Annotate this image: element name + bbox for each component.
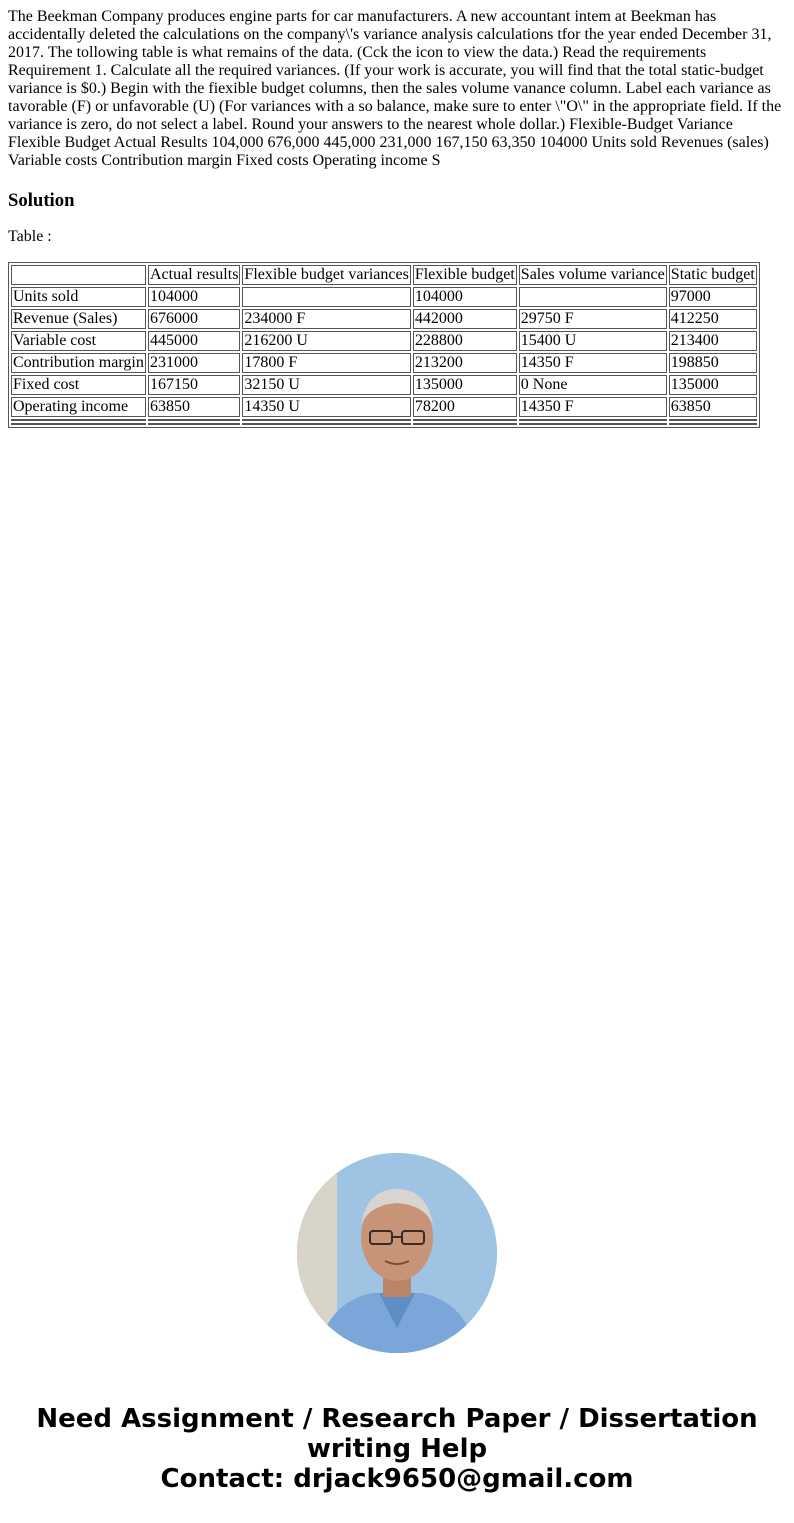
header-cell-flexible-budget: Flexible budget xyxy=(414,266,515,283)
row-label: Contribution margin xyxy=(11,353,146,373)
footer-contact-email: Contact: drjack9650@gmail.com xyxy=(160,1464,634,1494)
question-text: The Beekman Company produces engine parts for car manufacturers. A new accountant intem at Beekman has accidentally deleted the calculations on the company\'s variance analysis calculations tfor the year ended December 31, 2017. The tollowing table is what remains of the data. (Cck the icon to view the data.) Read the requirements Requirement 1. Calculate all the required variances. (If your work is accurate, you will find that the total static-budget variance is $0.) Begin with the fiexible budget columns, then the sales volume vanance column. Label each variance as tavorable (F) or unfavorable (U) (For variances with a so balance, make sure to enter \"O\" in the appropriate field. If the variance is zero, do not select a label. Round your answers to the nearest whole dollar.) Flexible-Budget Variance Flexible Budget Actual Results 104,000 676,000 445,000 231,000 167,150 63,350 104000 Units sold Revenues (sales) Variable costs Contribution margin Fixed costs Operating income S xyxy=(8,8,782,169)
footer-contact xyxy=(0,1404,794,1494)
table-cell: 104000 xyxy=(148,287,240,307)
table-cell: 15400 U xyxy=(519,331,667,351)
page-content xyxy=(8,8,786,428)
table-cell: 213400 xyxy=(669,331,757,351)
author-avatar xyxy=(297,1153,497,1353)
table-cell: 63850 xyxy=(148,397,240,417)
table-cell: 0 None xyxy=(519,375,667,395)
empty-cell xyxy=(519,423,667,425)
footer-line-1: Need Assignment / Research Paper / Dissertation xyxy=(36,1404,758,1434)
empty-cell xyxy=(669,423,757,425)
table-cell: 167150 xyxy=(148,375,240,395)
table-row xyxy=(11,287,757,307)
table-cell: 14350 F xyxy=(519,397,667,417)
blank-row xyxy=(11,419,757,421)
table-header-row xyxy=(11,265,757,285)
empty-cell xyxy=(11,423,146,425)
table-cell: 228800 xyxy=(413,331,517,351)
row-label: Units sold xyxy=(11,287,146,307)
row-label: Variable cost xyxy=(11,331,146,351)
table-cell: 63850 xyxy=(669,397,757,417)
author-portrait-icon xyxy=(297,1153,497,1353)
table-cell: 14350 U xyxy=(242,397,410,417)
blank-row xyxy=(11,423,757,425)
table-row xyxy=(11,331,757,351)
empty-cell xyxy=(11,419,146,421)
table-cell: 445000 xyxy=(148,331,240,351)
table-cell: 213200 xyxy=(413,353,517,373)
table-cell: 231000 xyxy=(148,353,240,373)
table-row xyxy=(11,375,757,395)
table-cell: 198850 xyxy=(669,353,757,373)
empty-cell xyxy=(242,423,410,425)
header-cell-flexible-budget-variances: Flexible budget variances xyxy=(244,266,409,283)
table-cell: 234000 F xyxy=(242,309,410,329)
table-cell: 14350 F xyxy=(519,353,667,373)
table-cell: 17800 F xyxy=(242,353,410,373)
empty-cell xyxy=(669,419,757,421)
table-cell: 135000 xyxy=(669,375,757,395)
table-cell: 216200 U xyxy=(242,331,410,351)
table-cell: 29750 F xyxy=(519,309,667,329)
row-label: Operating income xyxy=(11,397,146,417)
row-label: Fixed cost xyxy=(11,375,146,395)
table-row xyxy=(11,309,757,329)
footer-line-2: writing Help xyxy=(306,1434,488,1464)
empty-cell xyxy=(148,419,240,421)
table-label: Table : xyxy=(8,228,52,245)
row-label: Revenue (Sales) xyxy=(11,309,146,329)
table-cell: 412250 xyxy=(669,309,757,329)
header-cell-sales-volume-variance: Sales volume variance xyxy=(519,265,667,285)
variance-table xyxy=(8,262,760,428)
empty-cell xyxy=(413,423,517,425)
table-cell: 104000 xyxy=(413,287,517,307)
table-cell: 32150 U xyxy=(242,375,410,395)
table-cell: 97000 xyxy=(669,287,757,307)
header-cell-blank xyxy=(11,265,146,285)
table-cell: 442000 xyxy=(413,309,517,329)
table-row xyxy=(11,397,757,417)
table-cell xyxy=(242,287,410,307)
header-cell-actual-results: Actual results xyxy=(150,266,239,283)
empty-cell xyxy=(242,419,410,421)
solution-heading: Solution xyxy=(8,190,75,211)
empty-cell xyxy=(148,423,240,425)
empty-cell xyxy=(413,419,517,421)
table-cell: 78200 xyxy=(413,397,517,417)
table-row xyxy=(11,353,757,373)
header-cell-static-budget: Static budget xyxy=(670,266,755,283)
table-cell: 135000 xyxy=(413,375,517,395)
table-cell: 676000 xyxy=(148,309,240,329)
empty-cell xyxy=(519,419,667,421)
table-cell xyxy=(519,287,667,307)
